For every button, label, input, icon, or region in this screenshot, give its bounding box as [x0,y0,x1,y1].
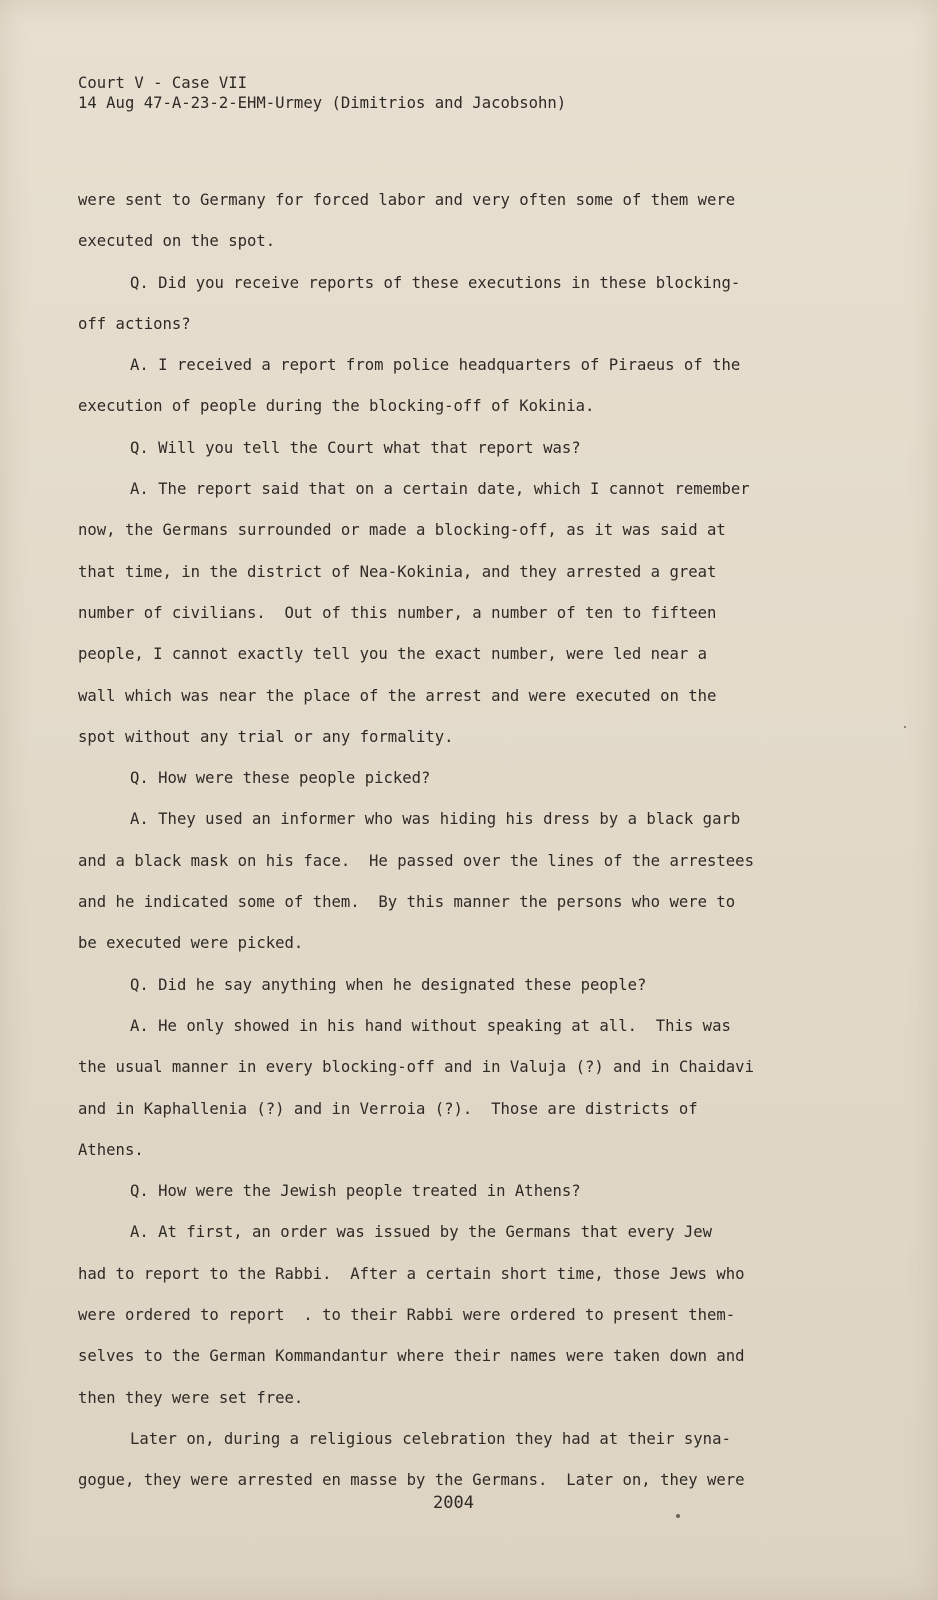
transcript-line: gogue, they were arrested en masse by the Germans. Later on, they were [78,1471,745,1490]
transcript-line: were sent to Germany for forced labor and very often some of them were [78,191,736,209]
transcript-line: A. He only showed in his hand without speaking at all. This was [130,1016,731,1035]
transcript-line: and a black mask on his face. He passed over the lines of the arrestees [78,851,754,870]
header-date-reference: 14 Aug 47-A-23-2-EHM-Urmey (Dimitrios and Jacobsohn) [78,94,567,112]
transcript-line: that time, in the district of Nea-Kokinia, and they arrested a great [78,562,717,581]
transcript-line: were ordered to report . to their Rabbi were ordered to present them- [78,1306,736,1325]
transcript-body [78,190,818,1512]
transcript-line: off actions? [78,314,191,333]
transcript-line: people, I cannot exactly tell you the exact number, were led near a [78,645,708,664]
transcript-line: Q. Will you tell the Court what that report was? [130,438,581,457]
transcript-line: Q. Did you receive reports of these executions in these blocking- [130,273,741,292]
transcript-line: and in Kaphallenia (?) and in Verroia (?). Those are districts of [78,1099,698,1118]
transcript-line: then they were set free. [78,1388,304,1407]
transcript-line: and he indicated some of them. By this manner the persons who were to [78,893,736,912]
header-court-case: Court V - Case VII [78,74,247,92]
transcript-line: Later on, during a religious celebration they had at their syna- [130,1429,731,1448]
transcript-line: A. The report said that on a certain date, which I cannot remember [130,480,750,499]
transcript-line: be executed were picked. [78,934,304,953]
transcript-line: executed on the spot. [78,232,276,251]
transcript-line: had to report to the Rabbi. After a certain short time, those Jews who [78,1264,745,1283]
transcript-line: execution of people during the blocking-off of Kokinia. [78,397,595,416]
transcript-line: Q. Did he say anything when he designated these people? [130,975,647,994]
transcript-line: selves to the German Kommandantur where their names were taken down and [78,1347,745,1366]
transcript-line: A. I received a report from police headquarters of Piraeus of the [130,356,741,375]
transcript-line: now, the Germans surrounded or made a blocking-off, as it was said at [78,521,726,540]
transcript-line: A. They used an informer who was hiding his dress by a black garb [130,810,741,829]
transcript-line: the usual manner in every blocking-off and in Valuja (?) and in Chaidavi [78,1058,754,1077]
page-number: 2004 [433,1493,474,1513]
transcript-line: Athens. [78,1140,144,1159]
transcript-line: Q. How were these people picked? [130,769,431,788]
transcript-line: spot without any trial or any formality. [78,727,454,746]
transcript-line: wall which was near the place of the arrest and were executed on the [78,686,717,705]
transcript-line: Q. How were the Jewish people treated in Athens? [130,1182,581,1201]
transcript-line: A. At first, an order was issued by the Germans that every Jew [130,1223,713,1242]
paper-speck [904,726,906,728]
paper-speck [676,1514,680,1518]
transcript-line: number of civilians. Out of this number, a number of ten to fifteen [78,603,717,622]
